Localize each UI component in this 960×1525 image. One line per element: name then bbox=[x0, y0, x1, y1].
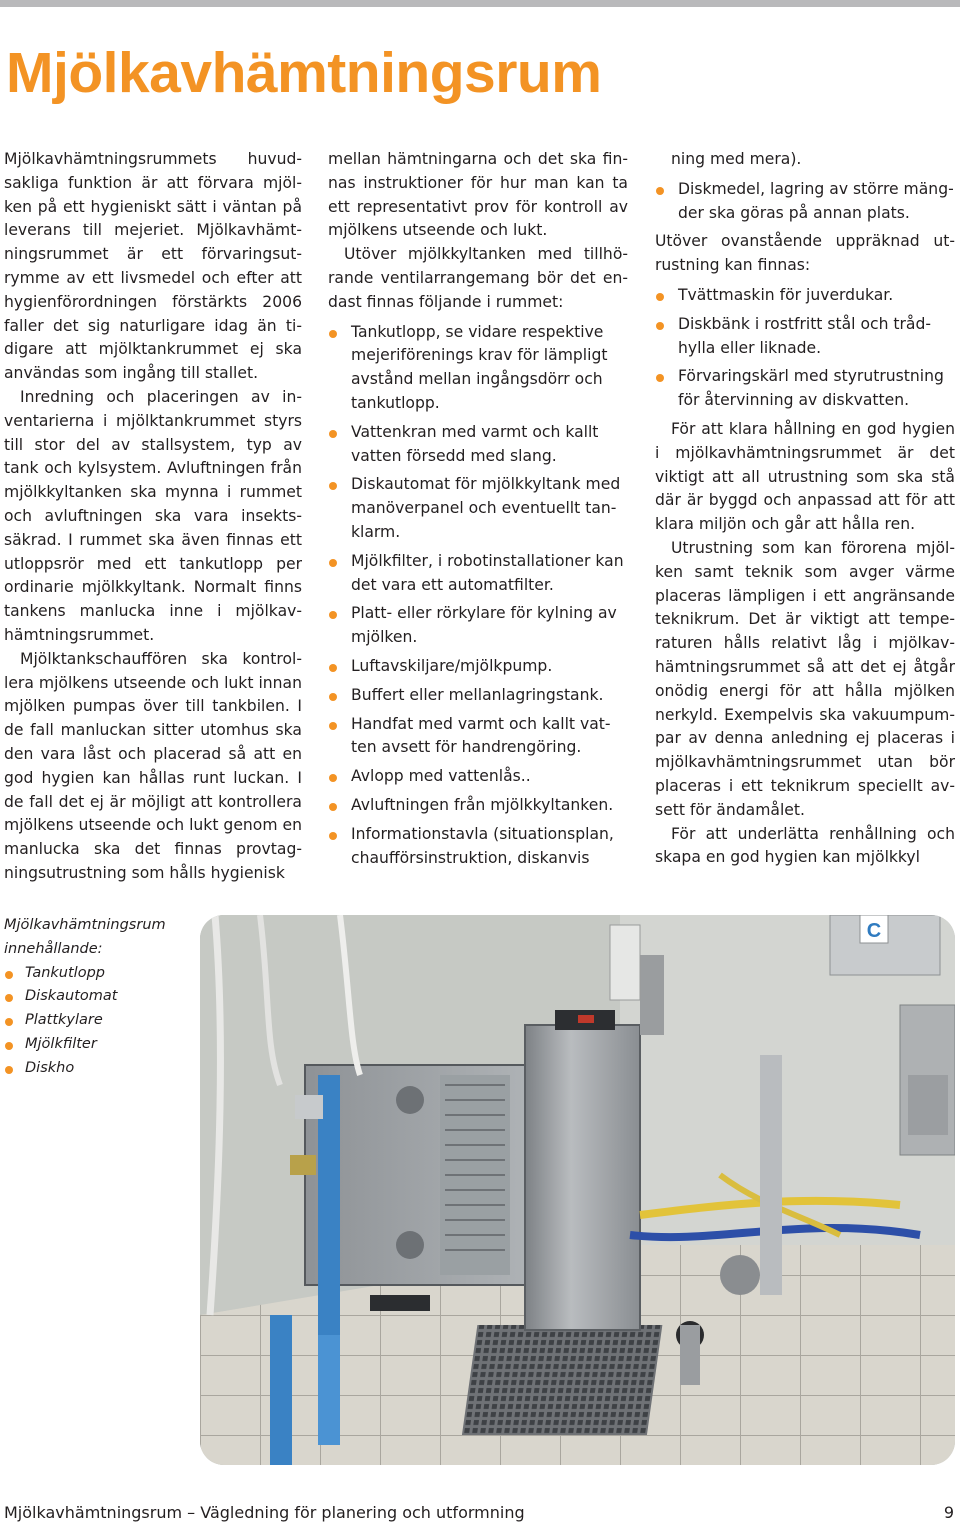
bullet-icon bbox=[329, 693, 337, 701]
bullet-icon bbox=[656, 374, 664, 382]
paragraph: För att underlätta renhållning och skapa en god hygien kan mjölkkyl bbox=[655, 824, 955, 867]
bullet-list-item bbox=[655, 365, 955, 413]
bullet-text: Diskmedel, lagring av större mängder ska göras på annan plats. bbox=[678, 179, 954, 222]
bullet-icon bbox=[5, 1018, 13, 1026]
bullet-icon bbox=[329, 832, 337, 840]
page-footer bbox=[4, 1501, 956, 1525]
paragraph: Inredning och placeringen av inventarierna i mjölktankrummet styrs till stor del av stallsystem, typ av tank och kylsystem. Avluftningen från mjölkkyltanken ska mynna i rummet och avluftningen ska vara insektssäkrad. I rummet ska även finnas ett utloppsrör med ett tankutlopp per ordinarie mjölkkyltank. Normalt finns tankens manlucka inne i mjölkavhämtningsrummet. bbox=[4, 387, 302, 644]
paragraph: För att klara hållning en god hygien i mjölkavhämtningsrummet är det viktigt att all utrustning som ska stå där är byggd och anpassad att för att klara miljön och går att hålla ren. bbox=[655, 419, 955, 534]
bullet-text: Vattenkran med varmt och kallt vatten försedd med slang. bbox=[351, 422, 599, 465]
bullet-list-item bbox=[655, 178, 955, 226]
bullet-list-item bbox=[328, 765, 628, 789]
bullet-text: Förvaringskärl med styrutrustning för återvinning av diskvatten. bbox=[678, 367, 944, 410]
bullet-list-item bbox=[655, 313, 955, 361]
bullet-icon bbox=[656, 322, 664, 330]
bullet-icon bbox=[329, 430, 337, 438]
footer-title: Mjölkavhämtningsrum – Vägledning för planering och utformning bbox=[4, 1503, 525, 1522]
bullet-icon bbox=[329, 664, 337, 672]
text-column-3 bbox=[655, 148, 955, 893]
bullet-icon bbox=[329, 774, 337, 782]
paragraph: Utöver mjölkkyltanken med tillhörande ventilarrangemang bör det endast finnas följande i rummet: bbox=[328, 245, 628, 311]
text-column-1 bbox=[4, 148, 302, 893]
bullet-list-item bbox=[328, 550, 628, 598]
bullet-list bbox=[655, 284, 955, 413]
bullet-list-item bbox=[328, 602, 628, 650]
bullet-text: Handfat med varmt och kallt vatten avsett för handrengöring. bbox=[351, 714, 611, 757]
bullet-list bbox=[655, 178, 955, 226]
paragraph: Utrustning som kan förorena mjölken samt teknik som avger värme placeras lämpligen i ett angränsande teknikrum. Det är viktigt att temperaturen hålls relativt låg i mjölkavhämtningsrummet så att det ej åtgår onödig energi för att hålla mjölken nerkyld. Exempelvis ska vakuumpumpar av denna anledning ej placeras i mjölkavhämtningsrummet utan bör placeras i ett teknikrum speciellt avsett för ändamålet. bbox=[655, 538, 955, 819]
bullet-icon bbox=[329, 482, 337, 490]
bullet-list-item bbox=[328, 684, 628, 708]
bullet-text: Luftavskiljare/mjölkpump. bbox=[351, 656, 553, 675]
bullet-icon bbox=[329, 611, 337, 619]
bullet-icon bbox=[656, 293, 664, 301]
bullet-text: Mjölkfilter, i robotinstallationer kan det vara ett automatfilter. bbox=[351, 551, 624, 594]
bullet-list-item bbox=[328, 655, 628, 679]
sidebar-list bbox=[4, 962, 194, 1081]
text-column-2 bbox=[328, 148, 628, 893]
bullet-text: Platt- eller rörkylare för kylning av mjölken. bbox=[351, 604, 617, 647]
bullet-text: Diskbänk i rostfritt stål och trådhylla eller liknade. bbox=[678, 314, 932, 357]
bullet-icon bbox=[5, 1066, 13, 1074]
paragraph: mellan hämtningarna och det ska finnas instruktioner för hur man kan ta ett representativt prov för kontroll av mjölkens utseende och lukt. bbox=[328, 150, 628, 240]
paragraph: Utöver ovanstående uppräknad utrustning kan finnas: bbox=[655, 232, 955, 275]
sidebar-box bbox=[4, 914, 194, 1081]
bullet-icon bbox=[329, 803, 337, 811]
sidebar-list-item: Tankutlopp bbox=[4, 962, 194, 986]
paragraph: Mjölktankschauffören ska kontrollera mjölkens utseende och lukt innan mjölken pumpas över till tankbilen. I de fall manluckan sitter utomhus ska den vara låst och placerad så att en god hygien kan hållas runt luckan. I de fall det ej är möjligt att kontrollera mjölkens utseende och lukt genom en manlucka ska det finnas provtagningsutrustning som hålls hygienisk bbox=[4, 649, 302, 882]
bullet-icon bbox=[329, 330, 337, 338]
sidebar-list-item: Mjölkfilter bbox=[4, 1033, 194, 1057]
photo-illustration bbox=[200, 915, 955, 1465]
paragraph: ning med mera). bbox=[671, 150, 802, 168]
bullet-list-item bbox=[328, 823, 628, 871]
equipment-photo bbox=[200, 915, 955, 1465]
sidebar-list-item: Plattkylare bbox=[4, 1009, 194, 1033]
sidebar-list-item: Diskautomat bbox=[4, 985, 194, 1009]
bullet-list bbox=[328, 321, 628, 871]
bullet-text: Buffert eller mellanlagringstank. bbox=[351, 685, 604, 704]
paragraph: Mjölkavhämtningsrummets huvudsakliga funktion är att förvara mjölken på ett hygieniskt sätt i väntan på leverans till mejeriet. Mjölkavhämtningsrummet är ett förvaringsutrymme av ett livsmedel och efter att hygienförordningen förstärkts 2006 faller det sig naturligare idag än tidigare att mjölktankrummet ej ska användas som ingång till stallet. bbox=[4, 150, 302, 383]
bullet-text: Avluftningen från mjölkkyltanken. bbox=[351, 795, 614, 814]
bullet-list-item bbox=[328, 321, 628, 416]
bullet-icon bbox=[5, 1042, 13, 1050]
page-number: 9 bbox=[943, 1503, 954, 1522]
page-title: Mjölkavhämtningsrum bbox=[6, 41, 602, 105]
sidebar-list-item: Diskho bbox=[4, 1057, 194, 1081]
top-rule bbox=[0, 0, 960, 7]
bullet-icon bbox=[5, 994, 13, 1002]
bullet-text: Tvättmaskin för juverdukar. bbox=[678, 285, 894, 304]
bullet-list-item bbox=[328, 713, 628, 761]
bullet-text: Informationstavla (situationsplan, chaufförsinstruktion, diskanvis bbox=[351, 824, 614, 867]
sidebar-heading: Mjölkavhämtningsrum innehållande: bbox=[4, 917, 166, 957]
bullet-list-item bbox=[655, 284, 955, 308]
bullet-text: Tankutlopp, se vidare respektive mejeriförenings krav för lämpligt avstånd mellan ingångsdörr och tankutlopp. bbox=[351, 322, 608, 412]
bullet-icon bbox=[329, 559, 337, 567]
bullet-icon bbox=[656, 187, 664, 195]
bullet-text: Diskautomat för mjölkkyltank med manöverpanel och eventuellt tanklarm. bbox=[351, 475, 621, 541]
bullet-text: Avlopp med vattenlås.. bbox=[351, 767, 531, 786]
bullet-list-item bbox=[328, 794, 628, 818]
panel-letter: C bbox=[866, 920, 882, 942]
bullet-list-item bbox=[328, 473, 628, 544]
bullet-icon bbox=[329, 722, 337, 730]
bullet-list-item bbox=[328, 421, 628, 469]
bullet-icon bbox=[5, 971, 13, 979]
